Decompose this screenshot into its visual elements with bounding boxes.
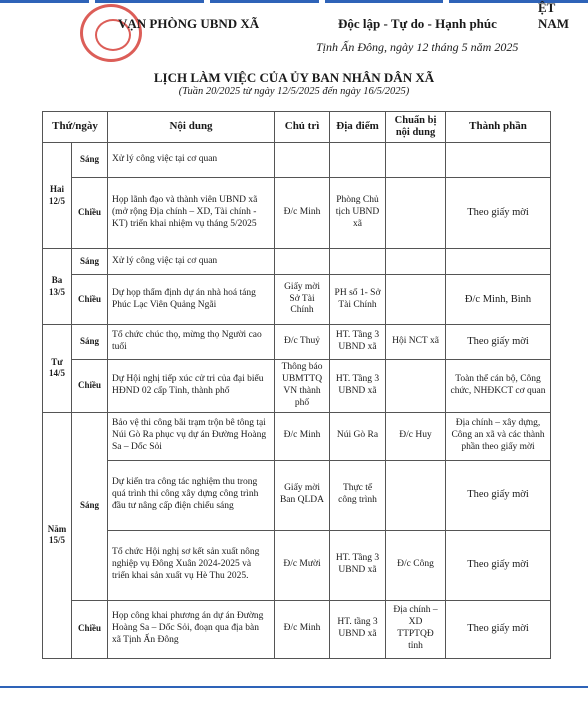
content-cell: Tổ chức Hội nghị sơ kết sản xuất nông nghiệp vụ Đông Xuân 2024-2025 và triển khai sản xuất vụ Hè Thu 2025. [108, 530, 275, 600]
members-cell: Theo giấy mời [446, 460, 551, 530]
members-cell: Đ/c Minh, Bình [446, 275, 551, 325]
day-cell: Ba 13/5 [43, 249, 72, 325]
content-cell: Dự kiến tra công tác nghiệm thu trong quá trình thi công xây dựng công trình đầu tư nâng cấp điện chiếu sáng [108, 460, 275, 530]
prep-cell [386, 143, 446, 178]
place-cell [330, 143, 386, 178]
table-row [43, 143, 551, 178]
place-cell: HT. Tầng 3 UBND xã [330, 360, 386, 413]
members-cell: Theo giấy mời [446, 530, 551, 600]
content-cell: Dự Hội nghị tiếp xúc cử tri của đại biểu HĐND 02 cấp Tỉnh, thành phố [108, 360, 275, 413]
chair-cell: Giấy mời Sở Tài Chính [275, 275, 330, 325]
members-cell [446, 143, 551, 178]
place-cell [330, 249, 386, 275]
chair-cell: Đ/c Minh [275, 412, 330, 460]
col-header-chair: Chủ trì [275, 112, 330, 143]
members-cell [446, 249, 551, 275]
content-cell: Bảo vệ thi công bãi trạm trộn bê tông tại Núi Gò Ra phục vụ dự án Đường Hoàng Sa – Dốc Sỏi [108, 412, 275, 460]
chair-cell [275, 143, 330, 178]
document-title: LỊCH LÀM VIỆC CỦA ỦY BAN NHÂN DÂN XÃ [153, 70, 435, 85]
prep-cell [386, 249, 446, 275]
place-cell: Thực tế công trình [330, 460, 386, 530]
members-cell: Địa chính – xây dựng, Công an xã và các thành phần theo giấy mời [446, 412, 551, 460]
chair-cell [275, 249, 330, 275]
motto: Độc lập - Tự do - Hạnh phúc [338, 16, 497, 31]
col-header-prep: Chuẩn bị nội dung [386, 112, 446, 143]
chair-cell: Đ/c Thuỷ [275, 325, 330, 360]
chair-cell: Giấy mời Ban QLDA [275, 460, 330, 530]
place-cell: HT. tầng 3 UBND xã [330, 600, 386, 658]
chair-cell: Đ/c Minh [275, 600, 330, 658]
table-row [43, 600, 551, 658]
table-row [43, 360, 551, 413]
session-cell: Sáng [72, 143, 108, 178]
content-cell: Tổ chức chúc thọ, mừng thọ Người cao tuổi [108, 325, 275, 360]
place-cell: Núi Gò Ra [330, 412, 386, 460]
members-cell: Theo giấy mời [446, 325, 551, 360]
members-cell: Toàn thể cán bộ, Công chức, NHĐKCT cơ quan [446, 360, 551, 413]
schedule-table [42, 111, 551, 659]
prep-cell: Đ/c Công [386, 530, 446, 600]
table-row [43, 412, 551, 460]
col-header-day: Thứ/ngày [43, 112, 108, 143]
content-cell: Họp lãnh đạo và thành viên UBND xã (mở rộng Địa chính – XD, Tài chính - KT) triển khai nhiệm vụ tháng 5/2025 [108, 178, 275, 249]
table-row [43, 178, 551, 249]
members-cell: Theo giấy mời [446, 178, 551, 249]
prep-cell [386, 178, 446, 249]
content-cell: Xử lý công việc tại cơ quan [108, 249, 275, 275]
table-row [43, 275, 551, 325]
table-row [43, 530, 551, 600]
session-cell: Chiều [72, 600, 108, 658]
session-cell: Chiều [72, 360, 108, 413]
place-cell: HT. Tầng 3 UBND xã [330, 530, 386, 600]
session-cell: Sáng [72, 412, 108, 600]
bottom-decoration-bar [0, 686, 588, 688]
prep-cell [386, 360, 446, 413]
day-cell: Hai 12/5 [43, 143, 72, 249]
table-header-row [43, 112, 551, 143]
table-row [43, 460, 551, 530]
top-decoration-bar [0, 0, 588, 3]
col-header-content: Nội dung [108, 112, 275, 143]
document-subtitle: (Tuần 20/2025 từ ngày 12/5/2025 đến ngày 16/5/2025) [178, 86, 410, 97]
nation-name: ỆT NAM [538, 0, 570, 31]
table-row [43, 325, 551, 360]
organization-name: VẠN PHÒNG UBND XÃ [118, 16, 260, 31]
content-cell: Dự họp thẩm định dự án nhà hoá táng Phúc Lạc Viên Quảng Ngãi [108, 275, 275, 325]
session-cell: Sáng [72, 325, 108, 360]
red-seal-stamp [80, 4, 142, 62]
members-cell: Theo giấy mời [446, 600, 551, 658]
session-cell: Chiều [72, 178, 108, 249]
prep-cell: Hội NCT xã [386, 325, 446, 360]
content-cell: Xử lý công việc tại cơ quan [108, 143, 275, 178]
dateline: Tịnh Ấn Đông, ngày 12 tháng 5 năm 2025 [316, 40, 519, 54]
prep-cell [386, 275, 446, 325]
chair-cell: Thông báo UBMTTQ VN thành phố [275, 360, 330, 413]
prep-cell: Địa chính – XD TTPTQĐ tỉnh [386, 600, 446, 658]
prep-cell: Đ/c Huy [386, 412, 446, 460]
col-header-members: Thành phần [446, 112, 551, 143]
session-cell: Chiều [72, 275, 108, 325]
place-cell: HT. Tầng 3 UBND xã [330, 325, 386, 360]
chair-cell: Đ/c Minh [275, 178, 330, 249]
prep-cell [386, 460, 446, 530]
place-cell: PH số 1- Sở Tài Chính [330, 275, 386, 325]
place-cell: Phòng Chủ tịch UBND xã [330, 178, 386, 249]
col-header-place: Địa điểm [330, 112, 386, 143]
day-cell: Tư 14/5 [43, 325, 72, 413]
table-row [43, 249, 551, 275]
chair-cell: Đ/c Mười [275, 530, 330, 600]
content-cell: Họp công khai phương án dự án Đường Hoàng Sa – Dốc Sỏi, đoạn qua địa bàn xã Tịnh Ấn Đông [108, 600, 275, 658]
session-cell: Sáng [72, 249, 108, 275]
day-cell: Năm 15/5 [43, 412, 72, 658]
